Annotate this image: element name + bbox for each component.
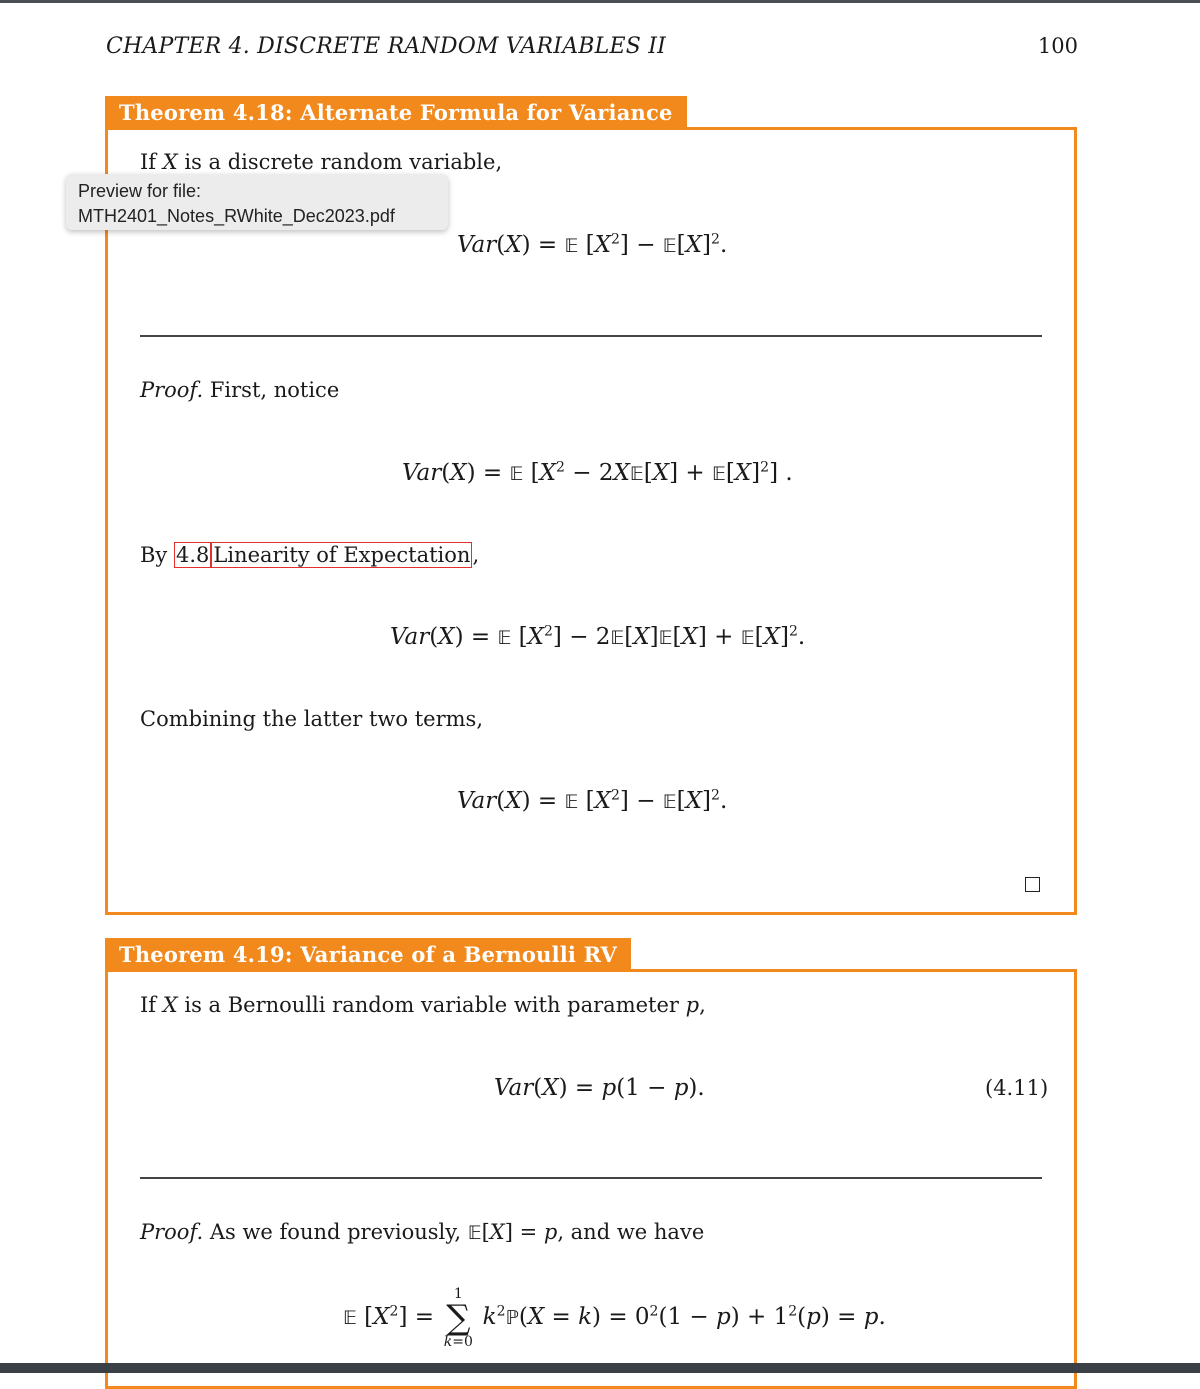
theorem-4-18-intro: If X is a discrete random variable, <box>140 150 503 174</box>
ref-4-8-link[interactable]: 4.8 <box>175 543 210 567</box>
window-top-edge <box>0 0 1200 3</box>
page-header <box>106 34 1078 64</box>
qed-square-icon <box>1025 877 1040 892</box>
theorem-4-19-intro: If X is a Bernoulli random variable with parameter p, <box>140 993 706 1017</box>
equation-number: (4.11) <box>985 1076 1049 1100</box>
combining-text: Combining the latter two terms, <box>140 707 483 731</box>
linearity-of-expectation-link[interactable]: Linearity of Expectation <box>213 543 471 567</box>
proof-intro <box>140 378 339 402</box>
window-bottom-edge <box>0 1363 1200 1373</box>
by-linearity-line: By 4.8 Linearity of Expectation, <box>140 543 480 567</box>
theorem-4-18-statement: Var(X) = 𝔼 $[X^2]$ − $𝔼[X]^2$. <box>457 231 728 258</box>
equation-linearity: Var(X) = 𝔼 $[X^2]$ − 2𝔼[X]𝔼[X] + $𝔼[X]^2$. <box>390 623 806 650</box>
proof-label-2: Proof. <box>140 1220 204 1244</box>
tooltip-line-1: Preview for file: <box>78 181 202 201</box>
equation-expand: Var(X) = 𝔼 [$X^2$ − 2X𝔼[X] + $𝔼[X]^2$] . <box>402 459 793 486</box>
tooltip-filename: MTH2401_Notes_RWhite_Dec2023.pdf <box>78 206 395 226</box>
equation-bernoulli-second-moment: 𝔼 $[X^2]$ = 1 ∑ k=0 $k^2ℙ(X = k) = 0^2(1 - p) + 1^2(p) = p$. <box>343 1286 886 1350</box>
by-text: By <box>140 543 168 567</box>
theorem-4-19-title: Theorem 4.19: Variance of a Bernoulli RV <box>105 938 631 972</box>
proof-label: Proof. <box>140 378 204 402</box>
summation-symbol: 1 ∑ k=0 <box>443 1286 473 1350</box>
chapter-title: CHAPTER 4. DISCRETE RANDOM VARIABLES II <box>106 34 666 59</box>
proof-text: First, notice <box>209 378 340 402</box>
separator-rule <box>140 335 1042 337</box>
equation-result: Var(X) = 𝔼 $[X^2]$ − $𝔼[X]^2$. <box>457 787 728 814</box>
proof-intro-2: Proof. As we found previously, 𝔼[X] = p, and we have <box>140 1220 705 1244</box>
theorem-4-19-statement: Var(X) = p(1 − p). <box>494 1075 705 1101</box>
page-number: 100 <box>1037 34 1078 58</box>
separator-rule-2 <box>140 1177 1042 1179</box>
file-preview-tooltip <box>66 174 448 230</box>
theorem-4-18-title: Theorem 4.18: Alternate Formula for Variance <box>105 96 687 130</box>
